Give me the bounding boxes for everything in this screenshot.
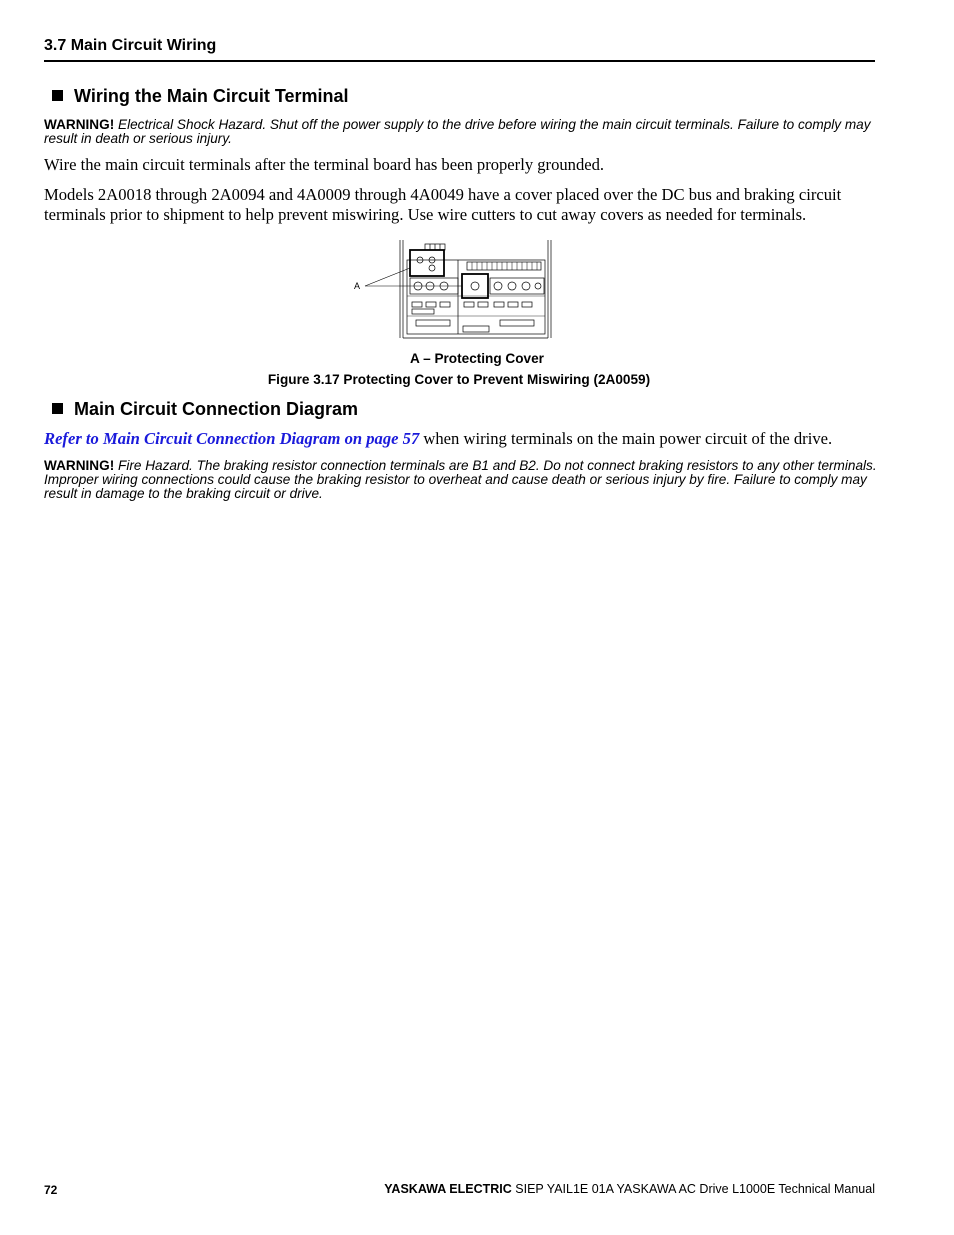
footer-manual-title <box>384 1182 875 1196</box>
warning-text: Electrical Shock Hazard. Shut off the power supply to the drive before wiring the main circuit terminals. Failure to comply may result in death or serious injury. <box>44 117 871 146</box>
paragraph-grounding: Wire the main circuit terminals after the terminal board has been properly grounded. <box>44 155 605 174</box>
warning-label: WARNING! <box>44 117 115 132</box>
terminal-board-drawing <box>350 238 555 348</box>
paragraph-refer-diagram <box>44 429 880 449</box>
callout-a: A <box>354 281 361 291</box>
paragraph-refer-rest: when wiring terminals on the main power circuit of the drive. <box>419 429 833 448</box>
figure-protecting-cover <box>350 238 555 348</box>
warning-electrical-shock <box>44 118 880 146</box>
header-rule <box>44 60 875 62</box>
warning-label: WARNING! <box>44 458 115 473</box>
footer-manual: SIEP YAIL1E 01A YASKAWA AC Drive L1000E Technical Manual <box>511 1182 875 1196</box>
link-main-circuit-connection-diagram[interactable]: Refer to Main Circuit Connection Diagram on page 57 <box>44 429 420 448</box>
figure-legend: A – Protecting Cover <box>410 351 544 366</box>
square-bullet-icon <box>52 403 63 414</box>
square-bullet-icon <box>52 90 63 101</box>
page-number: 72 <box>44 1183 58 1197</box>
section-header: 3.7 Main Circuit Wiring <box>44 37 217 54</box>
heading-main-circuit-connection-diagram: Main Circuit Connection Diagram <box>52 399 358 420</box>
paragraph-protective-cover: Models 2A0018 through 2A0094 and 4A0009 through 4A0049 have a cover placed over the DC bus and braking circuit terminals prior to shipment to help prevent miswiring. Use wire cutters to cut away covers as needed for terminals. <box>44 185 842 224</box>
figure-caption: Figure 3.17 Protecting Cover to Prevent Miswiring (2A0059) <box>267 372 651 387</box>
warning-text: Fire Hazard. The braking resistor connection terminals are B1 and B2. Do not connect braking resistors to any other terminals. Improper wiring connections could cause the braking resistor to overheat and cause death or serious injury by fire. Failure to comply may result in damage to the braking circuit or drive. <box>44 458 877 501</box>
warning-fire-hazard <box>44 459 880 501</box>
footer-brand: YASKAWA ELECTRIC <box>384 1182 512 1196</box>
heading-wiring-main-circuit-terminal: Wiring the Main Circuit Terminal <box>52 86 349 107</box>
